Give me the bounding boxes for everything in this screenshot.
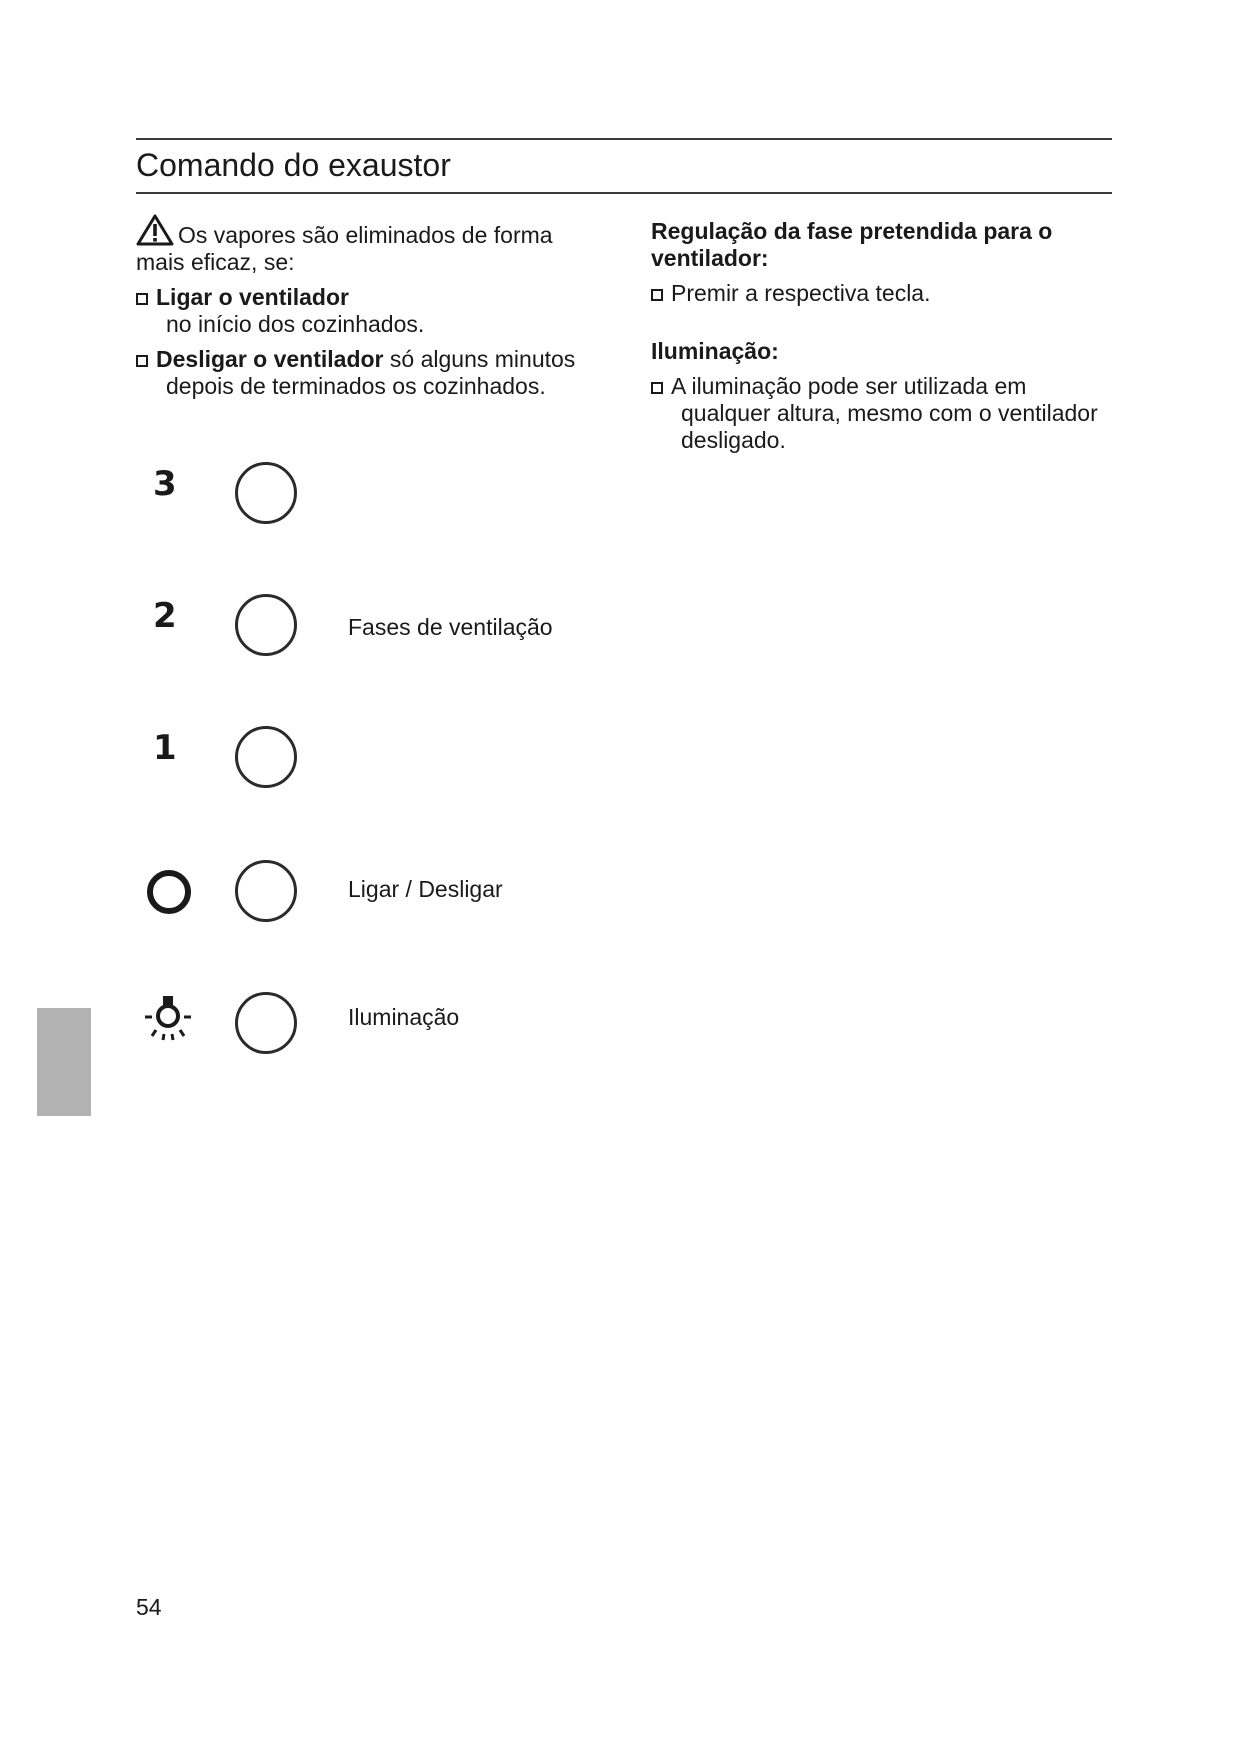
on-off-button[interactable] xyxy=(235,860,297,922)
tip-item-2-text-cont: depois de terminados os cozinhados. xyxy=(166,373,546,399)
checkbox-bullet-icon xyxy=(651,382,663,394)
key-label-1: 1 xyxy=(153,728,177,768)
section-heading-lighting: Iluminação: xyxy=(651,338,779,364)
regulation-item xyxy=(651,280,1121,307)
fan-stages-label: Fases de ventilação xyxy=(348,614,553,640)
tip-item-2-text: só alguns minutos xyxy=(383,346,576,372)
checkbox-bullet-icon xyxy=(136,293,148,305)
lighting-item xyxy=(651,373,1121,400)
tip-list xyxy=(136,284,616,400)
warning-text-cont: mais eficaz, se: xyxy=(136,249,295,275)
tip-item-2-bold: Desligar o ventilador xyxy=(156,346,384,372)
checkbox-bullet-icon xyxy=(651,289,663,301)
regulation-item-text: Premir a respectiva tecla. xyxy=(671,280,931,306)
tip-item-1-bold: Ligar o ventilador xyxy=(156,284,349,310)
checkbox-bullet-icon xyxy=(136,355,148,367)
section-heading-regulation: Regulação da fase pretendida para o xyxy=(651,218,1053,244)
light-label: Iluminação xyxy=(348,1004,460,1030)
light-button[interactable] xyxy=(235,992,297,1054)
key-label-2: 2 xyxy=(153,596,177,636)
title-underline xyxy=(136,192,1112,194)
fan-stage-1-button[interactable] xyxy=(235,726,297,788)
light-bulb-icon xyxy=(141,994,195,1052)
lighting-item-text: A iluminação pode ser utilizada em xyxy=(671,373,1027,399)
instructions-column xyxy=(651,218,1121,454)
lighting-item-text-cont-1: qualquer altura, mesmo com o ventilador xyxy=(681,400,1098,426)
warning-triangle-icon xyxy=(136,214,174,246)
page-title: Comando do exaustor xyxy=(136,147,451,183)
top-rule xyxy=(136,138,1112,140)
tip-item-2 xyxy=(136,346,616,373)
warning-line xyxy=(136,214,616,249)
fan-stage-2-button[interactable] xyxy=(235,594,297,656)
warning-text: Os vapores são eliminados de forma xyxy=(178,222,553,248)
tip-item-1 xyxy=(136,284,616,311)
warning-block xyxy=(136,214,616,276)
on-off-label: Ligar / Desligar xyxy=(348,876,503,902)
power-off-icon xyxy=(144,867,194,917)
page-number: 54 xyxy=(136,1594,162,1620)
section-heading-regulation-cont: ventilador: xyxy=(651,245,769,271)
tip-item-1-text: no início dos cozinhados. xyxy=(166,311,425,337)
key-label-3: 3 xyxy=(153,464,177,504)
chapter-tab-marker xyxy=(37,1008,91,1116)
fan-stage-3-button[interactable] xyxy=(235,462,297,524)
lighting-item-text-cont-2: desligado. xyxy=(681,427,786,453)
